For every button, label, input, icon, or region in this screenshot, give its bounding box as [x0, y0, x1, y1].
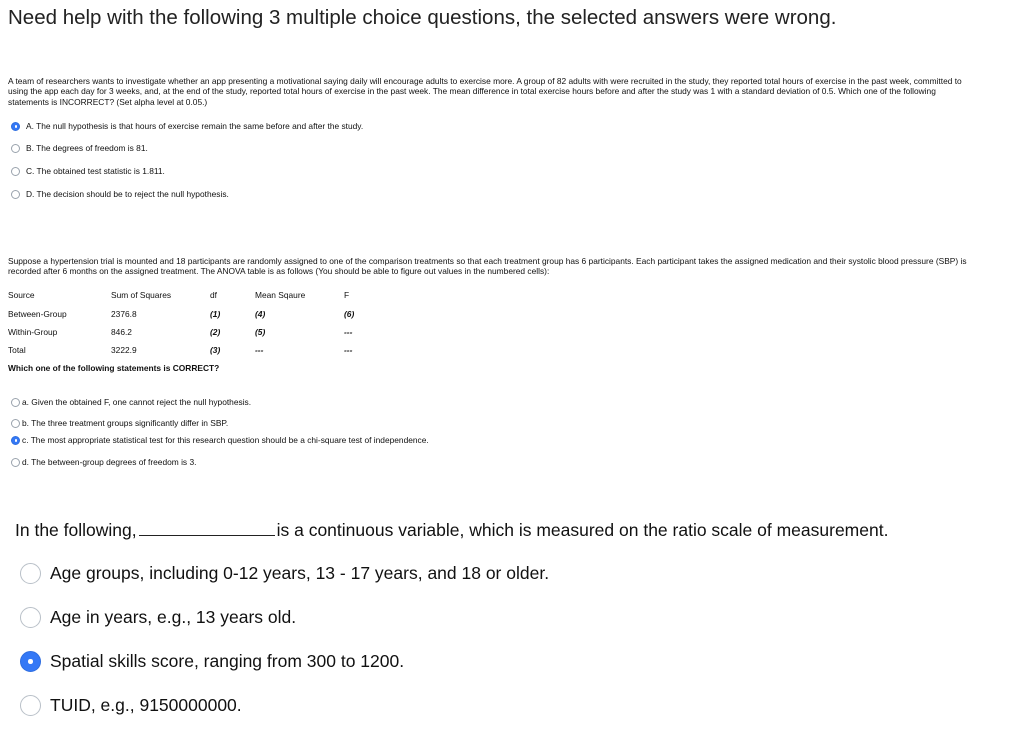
q3-option-1[interactable] [20, 563, 549, 584]
question-3-text [15, 520, 888, 541]
radio-icon[interactable] [20, 695, 41, 716]
radio-icon[interactable] [20, 607, 41, 628]
question-2-prompt: Which one of the following statements is CORRECT? [8, 363, 220, 373]
table-cell: 2376.8 [111, 308, 137, 319]
table-cell: (3) [210, 344, 221, 355]
table-cell: --- [344, 327, 353, 338]
q2-option-c[interactable] [11, 435, 429, 445]
q1-option-b-label: B. The degrees of freedom is 81. [26, 143, 148, 153]
table-cell: 3222.9 [111, 344, 137, 355]
question-1-text: A team of researchers wants to investigate whether an app presenting a motivational saying daily will encourage adults to exercise more. A group of 82 adults with were recruited in the study, they reported total hours of exercise in the past week, committed to using the app each day for 3 weeks, and, at the end of the study, reported total hours of exercise in the past week. The mean difference in total exercise hours before and after the study was 1 with a standard deviation of 0.5. Which one of the following statements is INCORRECT? (Set alpha level at 0.05.) [8, 76, 962, 107]
q3-option-2-label: Age in years, e.g., 13 years old. [50, 607, 297, 627]
table-cell: Within-Group [8, 327, 58, 338]
q1-option-d-label: D. The decision should be to reject the null hypothesis. [26, 189, 229, 199]
answer-blank [139, 523, 275, 536]
q3-option-4[interactable] [20, 695, 242, 716]
q3-option-1-label: Age groups, including 0-12 years, 13 - 17 years, and 18 or older. [50, 563, 550, 583]
anova-table [8, 286, 374, 358]
q2-option-c-label: c. The most appropriate statistical test for this research question should be a chi-square test of independence. [22, 435, 429, 445]
radio-selected-icon[interactable] [11, 436, 20, 445]
table-cell: (4) [255, 308, 266, 319]
table-cell: 846.2 [111, 327, 132, 338]
table-cell: --- [344, 344, 353, 355]
table-row [8, 342, 374, 358]
q3-option-2[interactable] [20, 607, 296, 628]
table-row [8, 323, 374, 342]
radio-icon[interactable] [11, 190, 20, 199]
table-header-cell: Source [8, 290, 35, 301]
table-cell: (1) [210, 308, 221, 319]
table-cell: --- [255, 344, 264, 355]
q1-option-d[interactable] [11, 189, 229, 199]
q2-option-b[interactable] [11, 418, 228, 428]
q3-option-4-label: TUID, e.g., 9150000000. [50, 695, 242, 715]
radio-selected-icon[interactable] [11, 122, 20, 131]
radio-icon[interactable] [20, 563, 41, 584]
radio-icon[interactable] [11, 398, 20, 407]
q1-option-a-label: A. The null hypothesis is that hours of exercise remain the same before and after the study. [26, 121, 364, 131]
question-3-prefix: In the following, [15, 520, 137, 540]
table-cell: (5) [255, 327, 266, 338]
q2-option-d[interactable] [11, 457, 196, 467]
q2-option-a[interactable] [11, 397, 251, 407]
table-cell: Between-Group [8, 308, 67, 319]
table-header-cell: Sum of Squares [111, 290, 172, 301]
table-row [8, 305, 374, 324]
q3-option-3-label: Spatial skills score, ranging from 300 to 1200. [50, 651, 405, 671]
table-header-cell: Mean Sqaure [255, 290, 306, 301]
q2-option-a-label: a. Given the obtained F, one cannot reject the null hypothesis. [22, 397, 252, 407]
table-cell: (2) [210, 327, 221, 338]
question-3-suffix: is a continuous variable, which is measured on the ratio scale of measurement. [276, 520, 889, 540]
q2-option-d-label: d. The between-group degrees of freedom is 3. [22, 457, 197, 467]
radio-icon[interactable] [11, 419, 20, 428]
q1-option-c[interactable] [11, 166, 165, 176]
radio-icon[interactable] [11, 458, 20, 467]
table-header-cell: df [210, 290, 217, 301]
radio-icon[interactable] [11, 144, 20, 153]
table-cell: (6) [344, 308, 355, 319]
q1-option-b[interactable] [11, 143, 148, 153]
question-2-text: Suppose a hypertension trial is mounted and 18 participants are randomly assigned to one of the comparison treatments so that each treatment group has 6 participants. Each participant takes the assigned medication and their systolic blood pressure (SBP) is recorded after 6 months on the assigned treatment. The ANOVA table is as follows (You should be able to figure out values in the numbered cells): [8, 256, 967, 277]
radio-selected-icon[interactable] [20, 651, 41, 672]
q1-option-a[interactable] [11, 121, 363, 131]
table-header-row [8, 286, 374, 305]
table-cell: Total [8, 344, 26, 355]
radio-icon[interactable] [11, 167, 20, 176]
table-header-cell: F [344, 290, 350, 301]
q1-option-c-label: C. The obtained test statistic is 1.811. [26, 166, 165, 176]
q3-option-3[interactable] [20, 651, 404, 672]
q2-option-b-label: b. The three treatment groups significantly differ in SBP. [22, 418, 229, 428]
intro-text: Need help with the following 3 multiple choice questions, the selected answers were wrong. [8, 6, 837, 29]
